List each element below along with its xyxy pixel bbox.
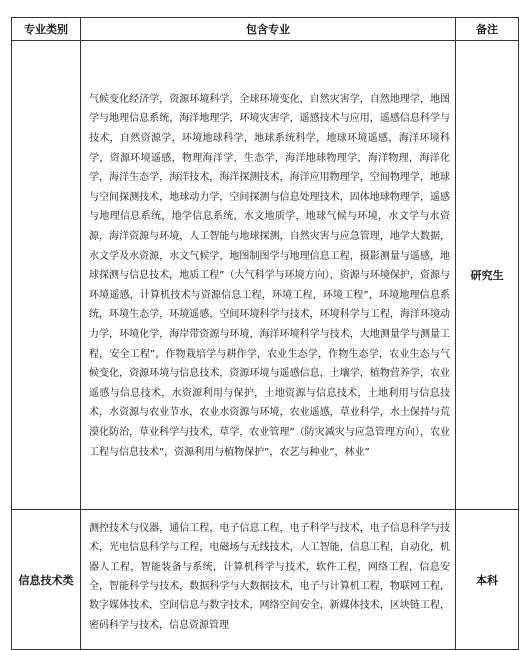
category-cell	[12, 41, 81, 510]
category-cell: 信息技术类	[12, 510, 81, 650]
table-row	[12, 510, 519, 650]
majors-table	[11, 17, 519, 650]
header-row	[12, 18, 519, 41]
table-row	[12, 41, 519, 510]
header-majors: 包含专业	[81, 18, 456, 41]
note-cell: 本科	[456, 510, 519, 650]
header-note: 备注	[456, 18, 519, 41]
note-cell: 研究生	[456, 41, 519, 510]
majors-cell: 测控技术与仪器，通信工程，电子信息工程，电子科学与技术，电子信息科学与技术，光电信息科学与工程，电磁场与无线技术，人工智能，信息工程，自动化，机器人工程，智能装备与系统，计算机科学与技术，软件工程，网络工程，信息安全，智能科学与技术，数据科学与大数据技术，电子与计算机工程，物联网工程，数字媒体技术，空间信息与数字技术，网络空间安全，新媒体技术，区块链工程，密码科学与技术，信息资源管理	[81, 510, 456, 650]
majors-cell: 气候变化经济学，资源环境科学，全球环境变化，自然灾害学，自然地理学，地图学与地理信息系统，海洋地理学，环境灾害学，遥感技术与应用，遥感信息科学与技术，自然资源学，环境地球科学，地球系统科学，地球环境遥感，海洋环境科学，资源环境遥感，物理海洋学，生态学，海洋地球物理学，海洋物理，海洋化学，海洋生态学，海洋技术，海洋探测技术，海洋应用物理学，空间物理学，地球与空间探测技术，地球动力学，空间探测与信息处理技术，固体地球物理学，遥感与地理信息系统，地学信息系统，水文地质学，地球气候与环境，水文学与水资源，海洋资源与环境，人工智能与地球探测，自然灾害与应急管理，地学大数据，水文学及水资源，水文气候学，地图制图学与地理信息工程，摄影测量与遥感，地球探测与信息技术，地质工程”（大气科学与环境方向），资源与环境保护，资源与环境遥感，计算机技术与资源信息工程，环境工程，环境工程”，环境地理信息系统，环境生态学，环境遥感，空间环境科学与技术，环境科学与工程，海洋环境动力学，环境化学，海岸带资源与环境，海洋环境科学与技术，大地测量学与测量工程，安全工程”，作物栽培学与耕作学，农业生态学，作物生态学，农业生态与气候变化，资源环境与信息技术，资源环境与遥感信息，土壤学，植物营养学，农业遥感与信息技术，水资源利用与保护，土地资源与信息技术，土地利用与信息技术，水资源与农业节水，农业水资源与环境，农业遥感，草业科学，水土保持与荒漠化防治，草业科学与技术，草学，农业管理”（防灾减灾与应急管理方向），农业工程与信息技术”，资源利用与植物保护”，农艺与种业”，林业”	[81, 41, 456, 510]
header-category: 专业类别	[12, 18, 81, 41]
